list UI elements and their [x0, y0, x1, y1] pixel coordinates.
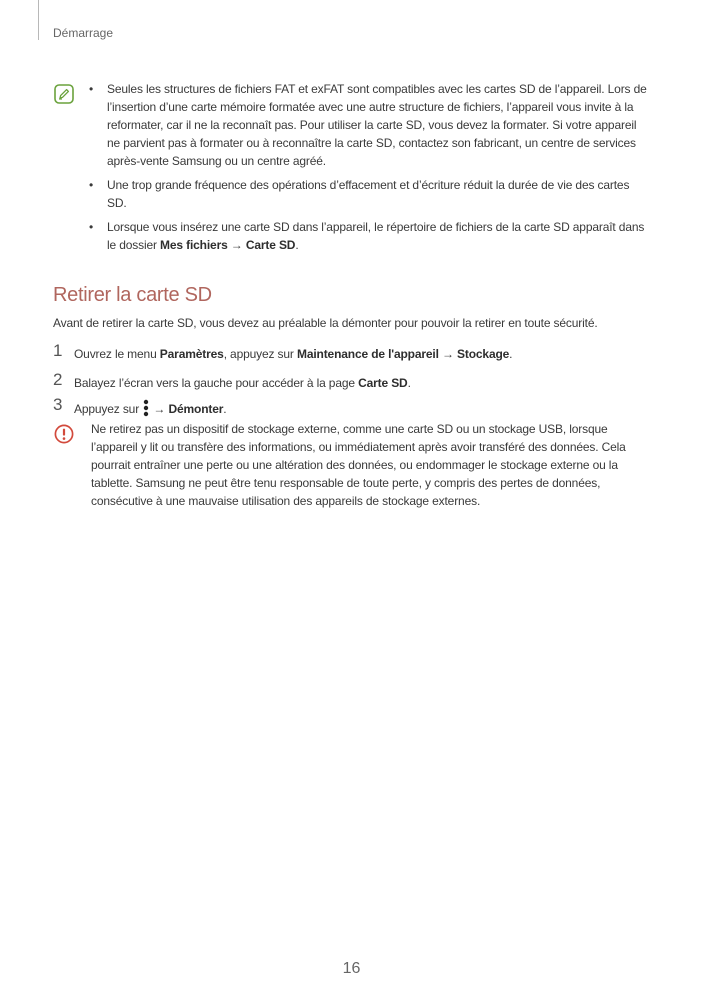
section-intro: Avant de retirer la carte SD, vous devez au préalable la démonter pour pouvoir la retirer en toute sécurité.: [53, 316, 598, 330]
note-item: • Seules les structures de fichiers FAT et exFAT sont compatibles avec les cartes SD de l’appareil. Lors de l’insertion d’une carte mémoire formatée avec une autre structure de fichiers, l’appareil vous invite à la reformater, car il ne la reconnaît pas. Pour utiliser la carte SD, vous devez la formater. Si votre appareil ne parvient pas à formater ou à reconnaître la carte SD, contactez son fabricant, un centre de services après-vente Samsung ou un centre agréé.: [89, 82, 647, 168]
note-item: • Lorsque vous insérez une carte SD dans l’appareil, le répertoire de fichiers de la carte SD apparaît dans le dossier Mes fichiers → Carte SD.: [89, 220, 645, 252]
note-text: Lorsque vous insérez une carte SD dans l’appareil, le répertoire de fichiers de la carte SD apparaît dans le dossier: [107, 220, 645, 252]
warning-icon: [54, 424, 74, 444]
step-text: Ouvrez le menu Paramètres, appuyez sur Maintenance de l'appareil → Stockage.: [74, 347, 513, 361]
note-list: [88, 80, 648, 260]
warning-text: Ne retirez pas un dispositif de stockage externe, comme une carte SD ou un stockage USB, lorsque l’appareil y lit ou transfère des informations, ou immédiatement après avoir transféré des données. Cela pourrait entraîner une perte ou une altération des données, ou endommager le stockage externe ou la tablette. Samsung ne peut être tenu responsable de toute perte, y compris des pertes de données, consécutive à une mauvaise utilisation des appareils de stockage externes.: [91, 422, 626, 508]
menu-path-my-files: Mes fichiers: [160, 238, 228, 252]
note-text: Seules les structures de fichiers FAT et exFAT sont compatibles avec les cartes SD de l’appareil. Lors de l’insertion d’une carte mémoire formatée avec une autre structure de fichiers, l’appareil vous invite à la reformater, car il ne la reconnaît pas. Pour utiliser la carte SD, vous devez la formater. Si votre appareil ne parvient pas à formater ou à reconnaître la carte SD, contactez son fabricant, un centre de services après-vente Samsung ou un centre agréé.: [107, 82, 647, 168]
step-number: 1: [53, 341, 63, 360]
step-number: 3: [53, 395, 63, 414]
menu-path-sd-card: Carte SD: [245, 238, 296, 252]
section-title: Retirer la carte SD: [53, 284, 212, 306]
step-number: 2: [53, 370, 63, 389]
note-item: • Une trop grande fréquence des opérations d’effacement et d’écriture réduit la durée de vie des cartes SD.: [89, 178, 630, 210]
page-number: 16: [342, 960, 361, 977]
note-pencil-icon: [54, 84, 74, 104]
header-rule: [38, 0, 39, 40]
note-text: Une trop grande fréquence des opérations d’effacement et d’écriture réduit la durée de vie des cartes SD.: [107, 178, 630, 210]
step-text: Balayez l’écran vers la gauche pour accéder à la page Carte SD.: [74, 376, 411, 390]
more-options-icon: [143, 399, 149, 417]
running-header: Démarrage: [53, 26, 114, 40]
step-text: Appuyez sur → Démonter.: [74, 399, 226, 418]
